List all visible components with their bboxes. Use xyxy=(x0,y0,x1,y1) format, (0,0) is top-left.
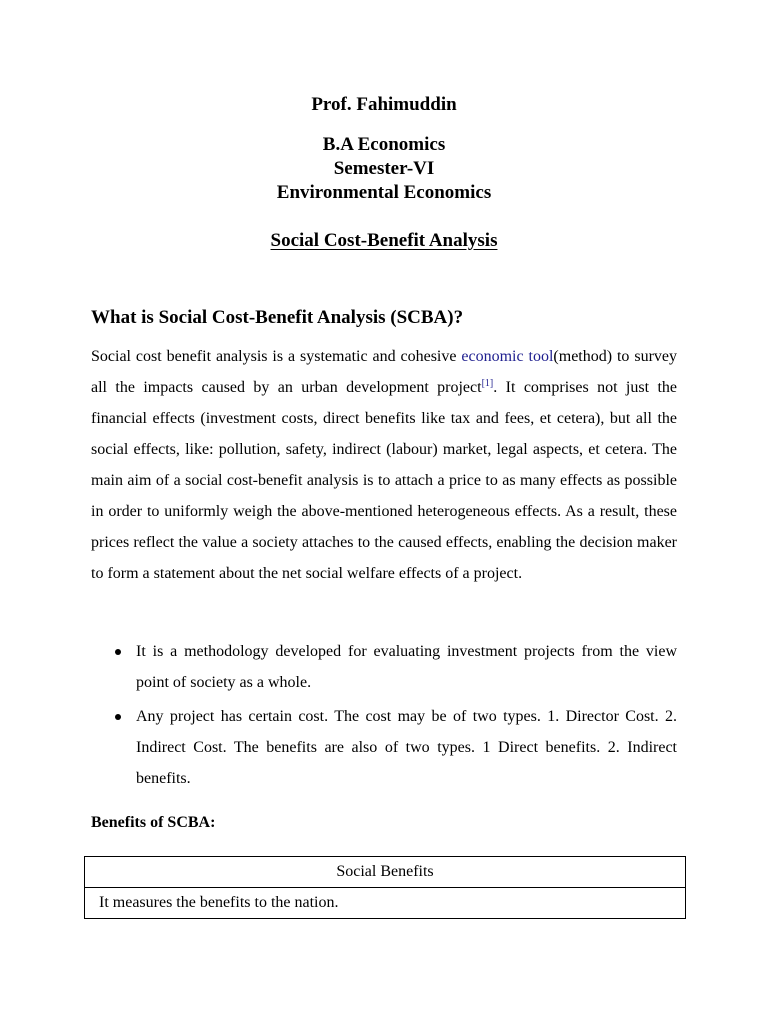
course-info xyxy=(0,133,768,205)
bullet-item xyxy=(91,636,677,698)
document-title xyxy=(0,229,768,253)
table-header-cell: Social Benefits xyxy=(85,857,686,888)
paragraph-text: Social cost benefit analysis is a systematic and cohesive xyxy=(91,348,462,365)
reference-link[interactable]: [1] xyxy=(481,378,494,389)
benefits-table xyxy=(84,856,686,919)
author-name: Prof. Fahimuddin xyxy=(311,94,457,115)
intro-paragraph xyxy=(91,341,677,589)
section-heading: What is Social Cost-Benefit Analysis (SCBA)? xyxy=(91,307,464,328)
benefits-heading: Benefits of SCBA: xyxy=(91,814,216,831)
bullet-item xyxy=(91,701,677,794)
bullet-icon xyxy=(115,714,121,720)
course-line-subject: Environmental Economics xyxy=(276,182,492,203)
bullet-icon xyxy=(115,649,121,655)
bullet-text: It is a methodology developed for evaluating investment projects from the view point of society as a whole. xyxy=(136,643,677,691)
bullet-list xyxy=(91,636,677,797)
economic-tool-link[interactable]: economic tool xyxy=(461,348,554,365)
course-line-program: B.A Economics xyxy=(322,134,446,155)
table-cell: It measures the benefits to the nation. xyxy=(85,888,686,919)
bullet-text: Any project has certain cost. The cost may be of two types. 1. Director Cost. 2. Indirect Cost. The benefits are also of two types. 1 Direct benefits. 2. Indirect benefits. xyxy=(136,708,677,787)
document-title-text: Social Cost-Benefit Analysis xyxy=(270,230,498,251)
paragraph-text: (method) to survey all the impacts caused by an urban development project xyxy=(91,348,678,396)
course-line-semester: Semester-VI xyxy=(333,158,435,179)
table-row xyxy=(85,888,686,919)
paragraph-text: . It comprises not just the financial effects (investment costs, direct benefits like tax and fees, et cetera), but all the social effects, like: pollution, safety, indirect (labour) market, legal aspects, et cetera. The main aim of a social cost-benefit analysis is to attach a price to as many effects as possible in order to uniformly weigh the above-mentioned heterogeneous effects. As a result, these prices reflect the value a society attaches to the caused effects, enabling the decision maker to form a statement about the net social welfare effects of a project. xyxy=(91,379,677,582)
table-header-row xyxy=(85,857,686,888)
